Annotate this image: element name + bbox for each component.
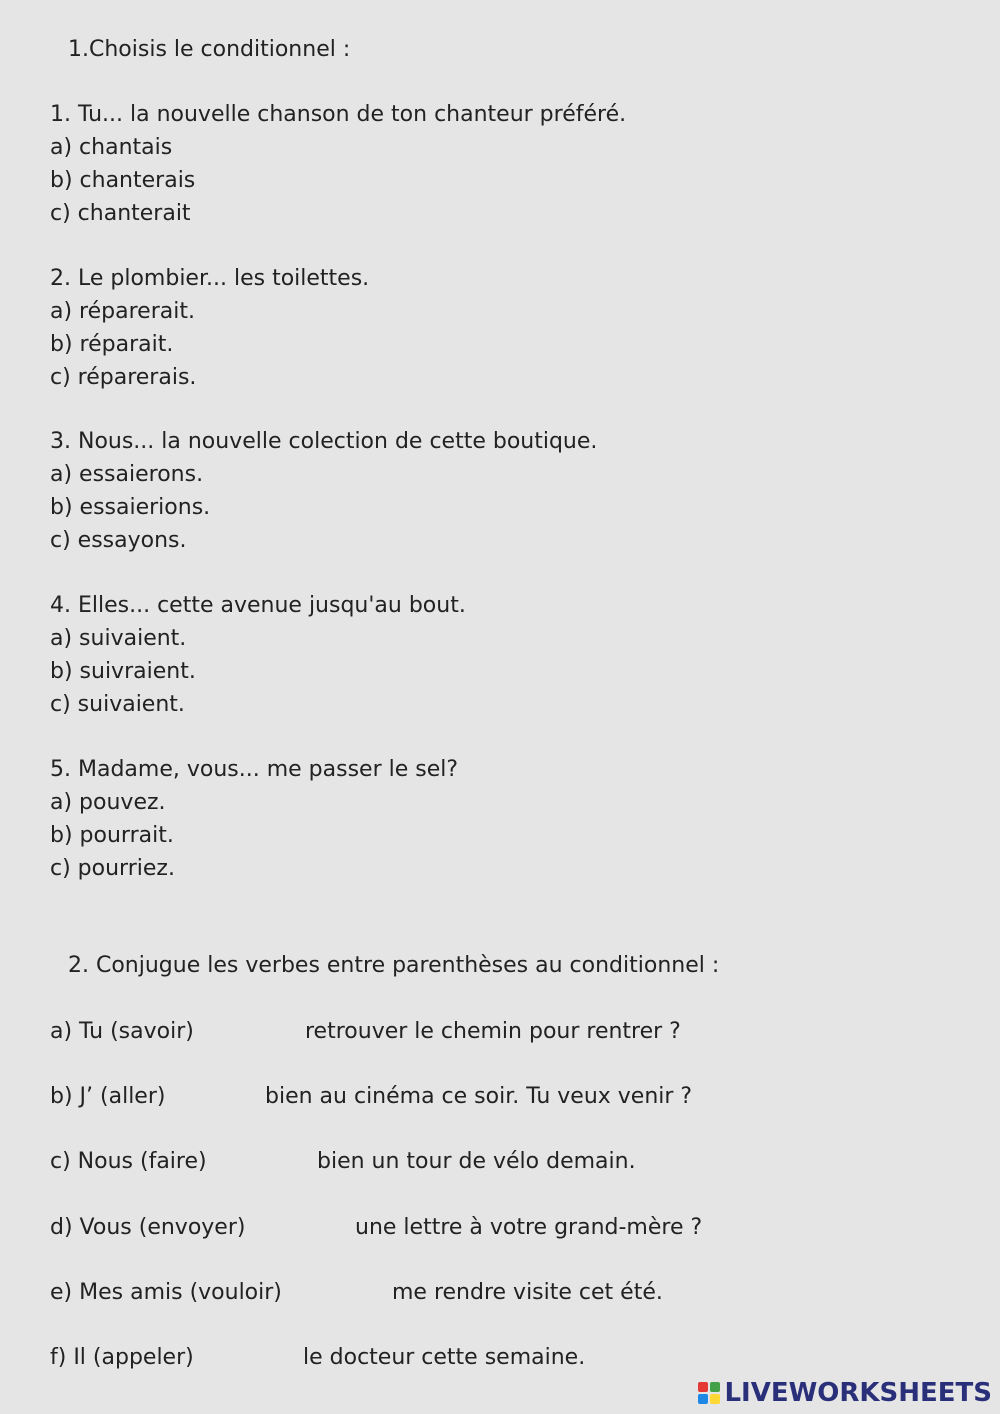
question-2-option-a[interactable]: a) réparerait. bbox=[50, 299, 195, 324]
question-5-option-a[interactable]: a) pouvez. bbox=[50, 790, 166, 815]
conjugation-e-text: me rendre visite cet été. bbox=[392, 1280, 663, 1305]
conjugation-f-label: f) Il (appeler) bbox=[50, 1345, 194, 1370]
question-3-option-a[interactable]: a) essaierons. bbox=[50, 462, 204, 487]
section-1-title: 1.Choisis le conditionnel : bbox=[68, 37, 351, 62]
liveworksheets-logo-text: LIVEWORKSHEETS bbox=[724, 1378, 992, 1408]
liveworksheets-logo-icon bbox=[698, 1382, 720, 1404]
question-3-option-c[interactable]: c) essayons. bbox=[50, 528, 187, 553]
question-1-option-c[interactable]: c) chanterait bbox=[50, 201, 191, 226]
question-2-prompt: 2. Le plombier... les toilettes. bbox=[50, 266, 370, 291]
question-4-prompt: 4. Elles... cette avenue jusqu'au bout. bbox=[50, 593, 466, 618]
conjugation-f-text: le docteur cette semaine. bbox=[303, 1345, 586, 1370]
question-2-option-b[interactable]: b) réparait. bbox=[50, 332, 174, 357]
conjugation-e-label: e) Mes amis (vouloir) bbox=[50, 1280, 282, 1305]
question-1-option-a[interactable]: a) chantais bbox=[50, 135, 173, 160]
conjugation-d-label: d) Vous (envoyer) bbox=[50, 1215, 246, 1240]
conjugation-c-label: c) Nous (faire) bbox=[50, 1149, 207, 1174]
question-4-option-a[interactable]: a) suivaient. bbox=[50, 626, 187, 651]
question-1-prompt: 1. Tu... la nouvelle chanson de ton chanteur préféré. bbox=[50, 102, 627, 127]
conjugation-c-text: bien un tour de vélo demain. bbox=[317, 1149, 636, 1174]
section-2-title: 2. Conjugue les verbes entre parenthèses au conditionnel : bbox=[68, 953, 720, 978]
question-5-prompt: 5. Madame, vous... me passer le sel? bbox=[50, 757, 459, 782]
question-4-option-c[interactable]: c) suivaient. bbox=[50, 692, 185, 717]
question-5-option-c[interactable]: c) pourriez. bbox=[50, 856, 175, 881]
conjugation-a-text: retrouver le chemin pour rentrer ? bbox=[305, 1019, 681, 1044]
conjugation-b-label: b) J’ (aller) bbox=[50, 1084, 166, 1109]
question-3-option-b[interactable]: b) essaierions. bbox=[50, 495, 211, 520]
question-5-option-b[interactable]: b) pourrait. bbox=[50, 823, 174, 848]
question-4-option-b[interactable]: b) suivraient. bbox=[50, 659, 196, 684]
question-1-option-b[interactable]: b) chanterais bbox=[50, 168, 196, 193]
question-3-prompt: 3. Nous... la nouvelle colection de cette boutique. bbox=[50, 429, 598, 454]
conjugation-b-text: bien au cinéma ce soir. Tu veux venir ? bbox=[265, 1084, 693, 1109]
liveworksheets-logo bbox=[698, 1378, 992, 1408]
conjugation-a-label: a) Tu (savoir) bbox=[50, 1019, 194, 1044]
question-2-option-c[interactable]: c) réparerais. bbox=[50, 365, 197, 390]
conjugation-d-text: une lettre à votre grand-mère ? bbox=[355, 1215, 703, 1240]
